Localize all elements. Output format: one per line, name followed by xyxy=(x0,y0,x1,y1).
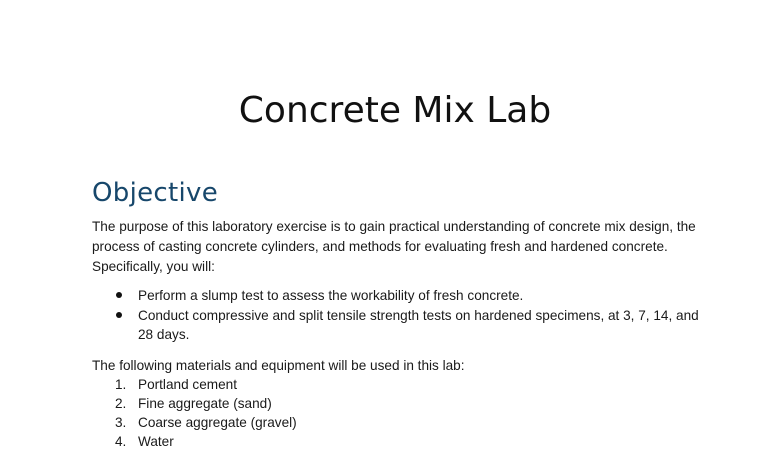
list-number: 2. xyxy=(115,396,127,411)
list-item-text: Coarse aggregate (gravel) xyxy=(138,415,297,430)
list-number: 4. xyxy=(115,434,127,449)
list-item xyxy=(92,375,702,394)
list-item xyxy=(92,394,702,413)
list-item-text: Portland cement xyxy=(138,377,237,392)
list-item xyxy=(92,306,702,345)
list-item xyxy=(92,432,702,451)
document-title: Concrete Mix Lab xyxy=(238,90,552,131)
list-item-text: Water xyxy=(138,434,174,449)
list-item xyxy=(92,413,702,432)
list-item-text: Fine aggregate (sand) xyxy=(138,396,272,411)
list-number: 3. xyxy=(115,415,127,430)
list-item xyxy=(92,286,702,306)
materials-numbered-list xyxy=(92,375,702,451)
list-item-text: Conduct compressive and split tensile strength tests on hardened specimens, at 3, 7, 14, and 28 days. xyxy=(138,307,699,342)
materials-intro-paragraph: The following materials and equipment will be used in this lab: xyxy=(92,358,465,373)
section-heading-objective: Objective xyxy=(92,178,218,208)
list-number: 1. xyxy=(115,377,127,392)
list-item-text: Perform a slump test to assess the workability of fresh concrete. xyxy=(138,288,524,303)
bullet-icon xyxy=(116,312,122,318)
objective-bullet-list xyxy=(92,286,702,345)
bullet-icon xyxy=(116,292,122,298)
objective-paragraph: The purpose of this laboratory exercise is to gain practical understanding of concrete mix design, the process of casting concrete cylinders, and methods for evaluating fresh and hardened concrete. Specifically, you will: xyxy=(92,219,696,274)
